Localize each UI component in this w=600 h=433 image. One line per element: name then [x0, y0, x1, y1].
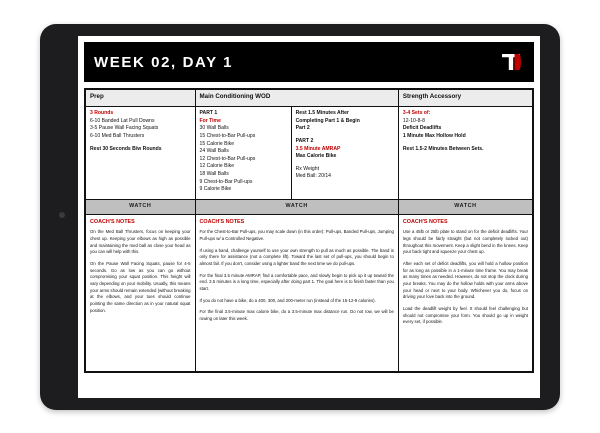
prep-lines — [90, 110, 191, 153]
table-header-row — [86, 90, 533, 107]
rest-and-part2-cell — [291, 107, 398, 200]
workout-line: Rest 30 Seconds B/w Rounds — [90, 145, 162, 152]
strength-accessory-cell — [398, 107, 532, 200]
column-header-strength-accessory: Strength Accessory — [398, 90, 532, 107]
workout-line: 9 Calorie Bike — [199, 186, 232, 193]
workout-line: 12-10-8-8 — [402, 117, 425, 124]
workout-content-row — [86, 107, 533, 200]
workout-line: Rx Weight — [295, 165, 319, 172]
coach-notes-main — [195, 215, 398, 372]
coach-notes-prep-body — [90, 229, 191, 314]
coach-notes-strength — [398, 215, 532, 372]
workout-line: 3.5 Minute AMRAP — [295, 145, 341, 152]
workout-line: Part 2 — [295, 125, 310, 132]
workout-line: 6-10 Banded Lat Pull Downs — [90, 117, 155, 124]
workout-line: 12 Chest-to-Bar Pull-ups — [199, 155, 256, 162]
tablet-screen — [78, 36, 540, 398]
workout-line: 15 Calorie Bike — [199, 140, 235, 147]
coach-notes-heading: COACH'S NOTES — [90, 219, 135, 225]
note-paragraph: Use a 45lb or 25lb plate to stand on for the deficit deadlifts. Your legs should be fairly straight (but not completely locked out) throughout this movement. Keep a slight bend in the knees. Keep your back tight and squeeze your chest up. — [402, 229, 528, 255]
note-paragraph: If you do not have a bike, do a 400, 300, and 200-meter run (instead of the 15-12-9 calories). — [199, 297, 376, 303]
prep-cell — [86, 107, 196, 200]
workout-line: Rest 1.5 Minutes After — [295, 110, 349, 116]
workout-line: 24 Wall Balls — [199, 148, 229, 155]
column-header-main-conditioning-wod: Main Conditioning WOD — [195, 90, 398, 107]
workout-line: 18 Wall Balls — [199, 171, 229, 178]
page-header — [84, 42, 534, 82]
training-brand-logo-icon — [498, 49, 524, 75]
watch-link-strength[interactable]: WATCH — [398, 200, 532, 215]
workout-table — [85, 89, 533, 372]
workout-line: 6-10 Med Ball Thrusters — [90, 132, 145, 139]
workout-line: Max Calorie Bike — [295, 153, 337, 160]
strength-lines — [403, 110, 528, 153]
workout-line: Rest 1.5-2 Minutes Between Sets. — [402, 145, 484, 152]
coach-notes-heading: COACH'S NOTES — [402, 219, 448, 225]
note-paragraph: Load the deadlift weight by feel. It should feel challenging but should not compromise your form. You should go up in weight every set, if possible. — [402, 305, 528, 325]
note-paragraph: For the Chest-to-Bar Pull-ups, you may scale down (in this order): Pull-ups, Banded Pull-ups, Jumping Pull-ups w/ a Controlled Negative. — [199, 229, 394, 242]
workout-sheet — [84, 88, 534, 373]
workout-line: 3-4 Sets of: — [402, 110, 431, 116]
workout-line: PART 1 — [199, 110, 218, 116]
workout-line: 3-5 Pause Wall Facing Squats — [90, 125, 159, 132]
workout-line: 15 Chest-to-Bar Pull-ups — [199, 132, 256, 139]
workout-line: PART 2 — [295, 137, 314, 144]
main-wod-lines — [200, 110, 287, 194]
watch-link-prep[interactable]: WATCH — [86, 200, 196, 215]
workout-line: Completing Part 1 & Begin — [295, 117, 360, 124]
workout-line: 12 Calorie Bike — [199, 163, 235, 170]
workout-line: 9 Chest-to-Bar Pull-ups — [199, 178, 253, 185]
workout-line: 1 Minute Max Hollow Hold — [402, 132, 466, 139]
coach-notes-prep — [86, 215, 196, 372]
watch-links-row[interactable] — [86, 200, 533, 215]
workout-line: 30 Wall Balls — [199, 125, 229, 132]
workout-line: 3 Rounds — [90, 110, 114, 116]
workout-line: Deficit Deadlifts — [402, 125, 442, 132]
workout-line: Med Ball: 20/14 — [295, 173, 331, 180]
note-paragraph: After each set of deficit deadlifts, you will hold a hollow position for as long as possible in a 1-minute time frame. You may break as many times as needed. However, do not stop the clock during your breaks. You may do the hollow holds with your arms above your head or next to your body. Whichever you do, focus on driving your love back into the ground. — [402, 261, 528, 300]
coach-notes-row — [86, 215, 533, 372]
note-paragraph: For the final 3.5 minute AMRAP, find a comfortable pace, and slowly begin to pick up it up toward the end. 3.5 minutes is a long time, especially after doing part 1. The goal here is to finish faster than you start. — [199, 272, 394, 291]
note-paragraph: If using a band, challenge yourself to use your own strength to pull as much as possible. The band is only there for assistance (not a complete lift). Toward the last set of pull-ups, you should begin to almost fail. If you don't, consider using a lighter band the next time we do pull-ups. — [199, 247, 394, 266]
coach-notes-heading: COACH'S NOTES — [199, 219, 245, 225]
main-wod-cell — [195, 107, 291, 200]
column-header-prep: Prep — [86, 90, 196, 107]
rest-lines — [296, 110, 394, 181]
note-paragraph: For the final 3.5-minute max calorie bike, do a 3.5-minute max distance run. Do not row, we will be rowing on later this week. — [199, 309, 394, 321]
watch-link-main[interactable]: WATCH — [195, 200, 398, 215]
page-title: WEEK 02, DAY 1 — [94, 53, 234, 71]
workout-line: For Time — [199, 117, 221, 124]
note-paragraph: On the Med Ball Thrusters, focus on keeping your chest up. Keeping your elbows as high as possible and maintaining the med ball as close your head as you can will help with this. — [90, 229, 191, 255]
coach-notes-main-body — [200, 229, 394, 322]
note-paragraph: On the Pause Wall Facing Squats, pause for 4-5 seconds. Go as low as you can go without compromising your squat position. This height will vary depending on your mobility. Usually, this means your arms should remain extended (without breaking at the elbows, and your toes should continue pointing the same direction as in your natural squat position. — [90, 261, 191, 313]
tablet-device — [40, 24, 560, 410]
coach-notes-strength-body — [403, 229, 528, 326]
camera-icon — [59, 212, 65, 218]
